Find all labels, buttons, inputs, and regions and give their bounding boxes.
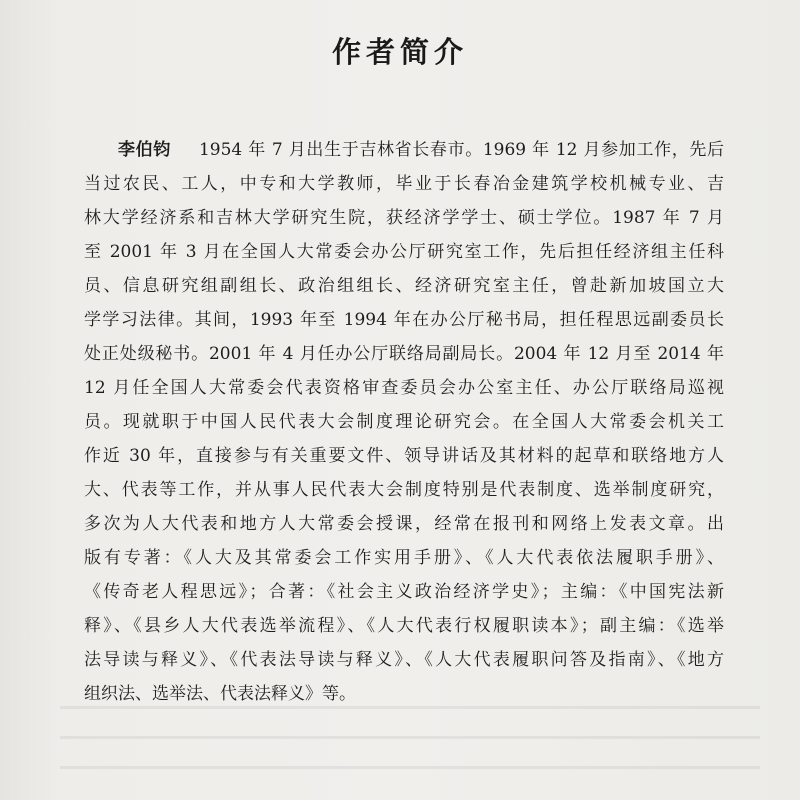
bio-line: 组织法、选举法、代表法释义》等。: [84, 684, 356, 704]
bio-line: 《传奇老人程思远》；合著：《社会主义政治经济学史》；主编：《中国宪法新: [84, 582, 724, 602]
bio-line: 大、代表等工作，并从事人民代表大会制度特别是代表制度、选举制度研究，: [84, 480, 724, 500]
bio-line: 当过农民、工人，中专和大学教师，毕业于长春冶金建筑学校机械专业、吉: [84, 174, 724, 194]
bio-line: 多次为人大代表和地方人大常委会授课，经常在报刊和网络上发表文章。出: [84, 514, 724, 534]
bio-line: 员。现就职于中国人民代表大会制度理论研究会。在全国人大常委会机关工: [84, 412, 724, 432]
bio-line: 至 2001 年 3 月在全国人大常委会办公厅研究室工作，先后担任经济组主任科: [84, 242, 724, 262]
bio-line: 学学习法律。其间，1993 年至 1994 年在办公厅秘书局，担任程思远副委员长: [84, 310, 724, 330]
bio-line: 林大学经济系和吉林大学研究生院，获经济学学士、硕士学位。1987 年 7 月: [84, 208, 724, 228]
bio-line: 12 月任全国人大常委会代表资格审查委员会办公室主任、办公厅联络局巡视: [84, 378, 724, 398]
bio-line: 员、信息研究组副组长、政治组组长、经济研究室主任，曾赴新加坡国立大: [84, 276, 724, 296]
bio-line: 法导读与释义》、《代表法导读与释义》、《人大代表履职问答及指南》、《地方: [84, 650, 724, 670]
bio-line-text: 1954 年 7 月出生于吉林省长春市。1969 年 12 月参加工作，先后: [198, 140, 725, 160]
author-name: 李伯钧: [118, 140, 171, 160]
bio-line: 处正处级秘书。2001 年 4 月任办公厅联络局副局长。2004 年 12 月至 2014 年: [84, 344, 724, 364]
page-title: 作者简介: [331, 35, 468, 69]
author-bio: [84, 133, 724, 711]
bio-line: [84, 133, 724, 167]
bio-line: 释》、《县乡人大代表选举流程》、《人大代表行权履职读本》；副主编：《选举: [84, 616, 724, 636]
bio-line: 作近 30 年，直接参与有关重要文件、领导讲话及其材料的起草和联络地方人: [84, 446, 724, 466]
bio-line: 版有专著：《人大及其常委会工作实用手册》、《人大代表依法履职手册》、: [84, 548, 724, 568]
